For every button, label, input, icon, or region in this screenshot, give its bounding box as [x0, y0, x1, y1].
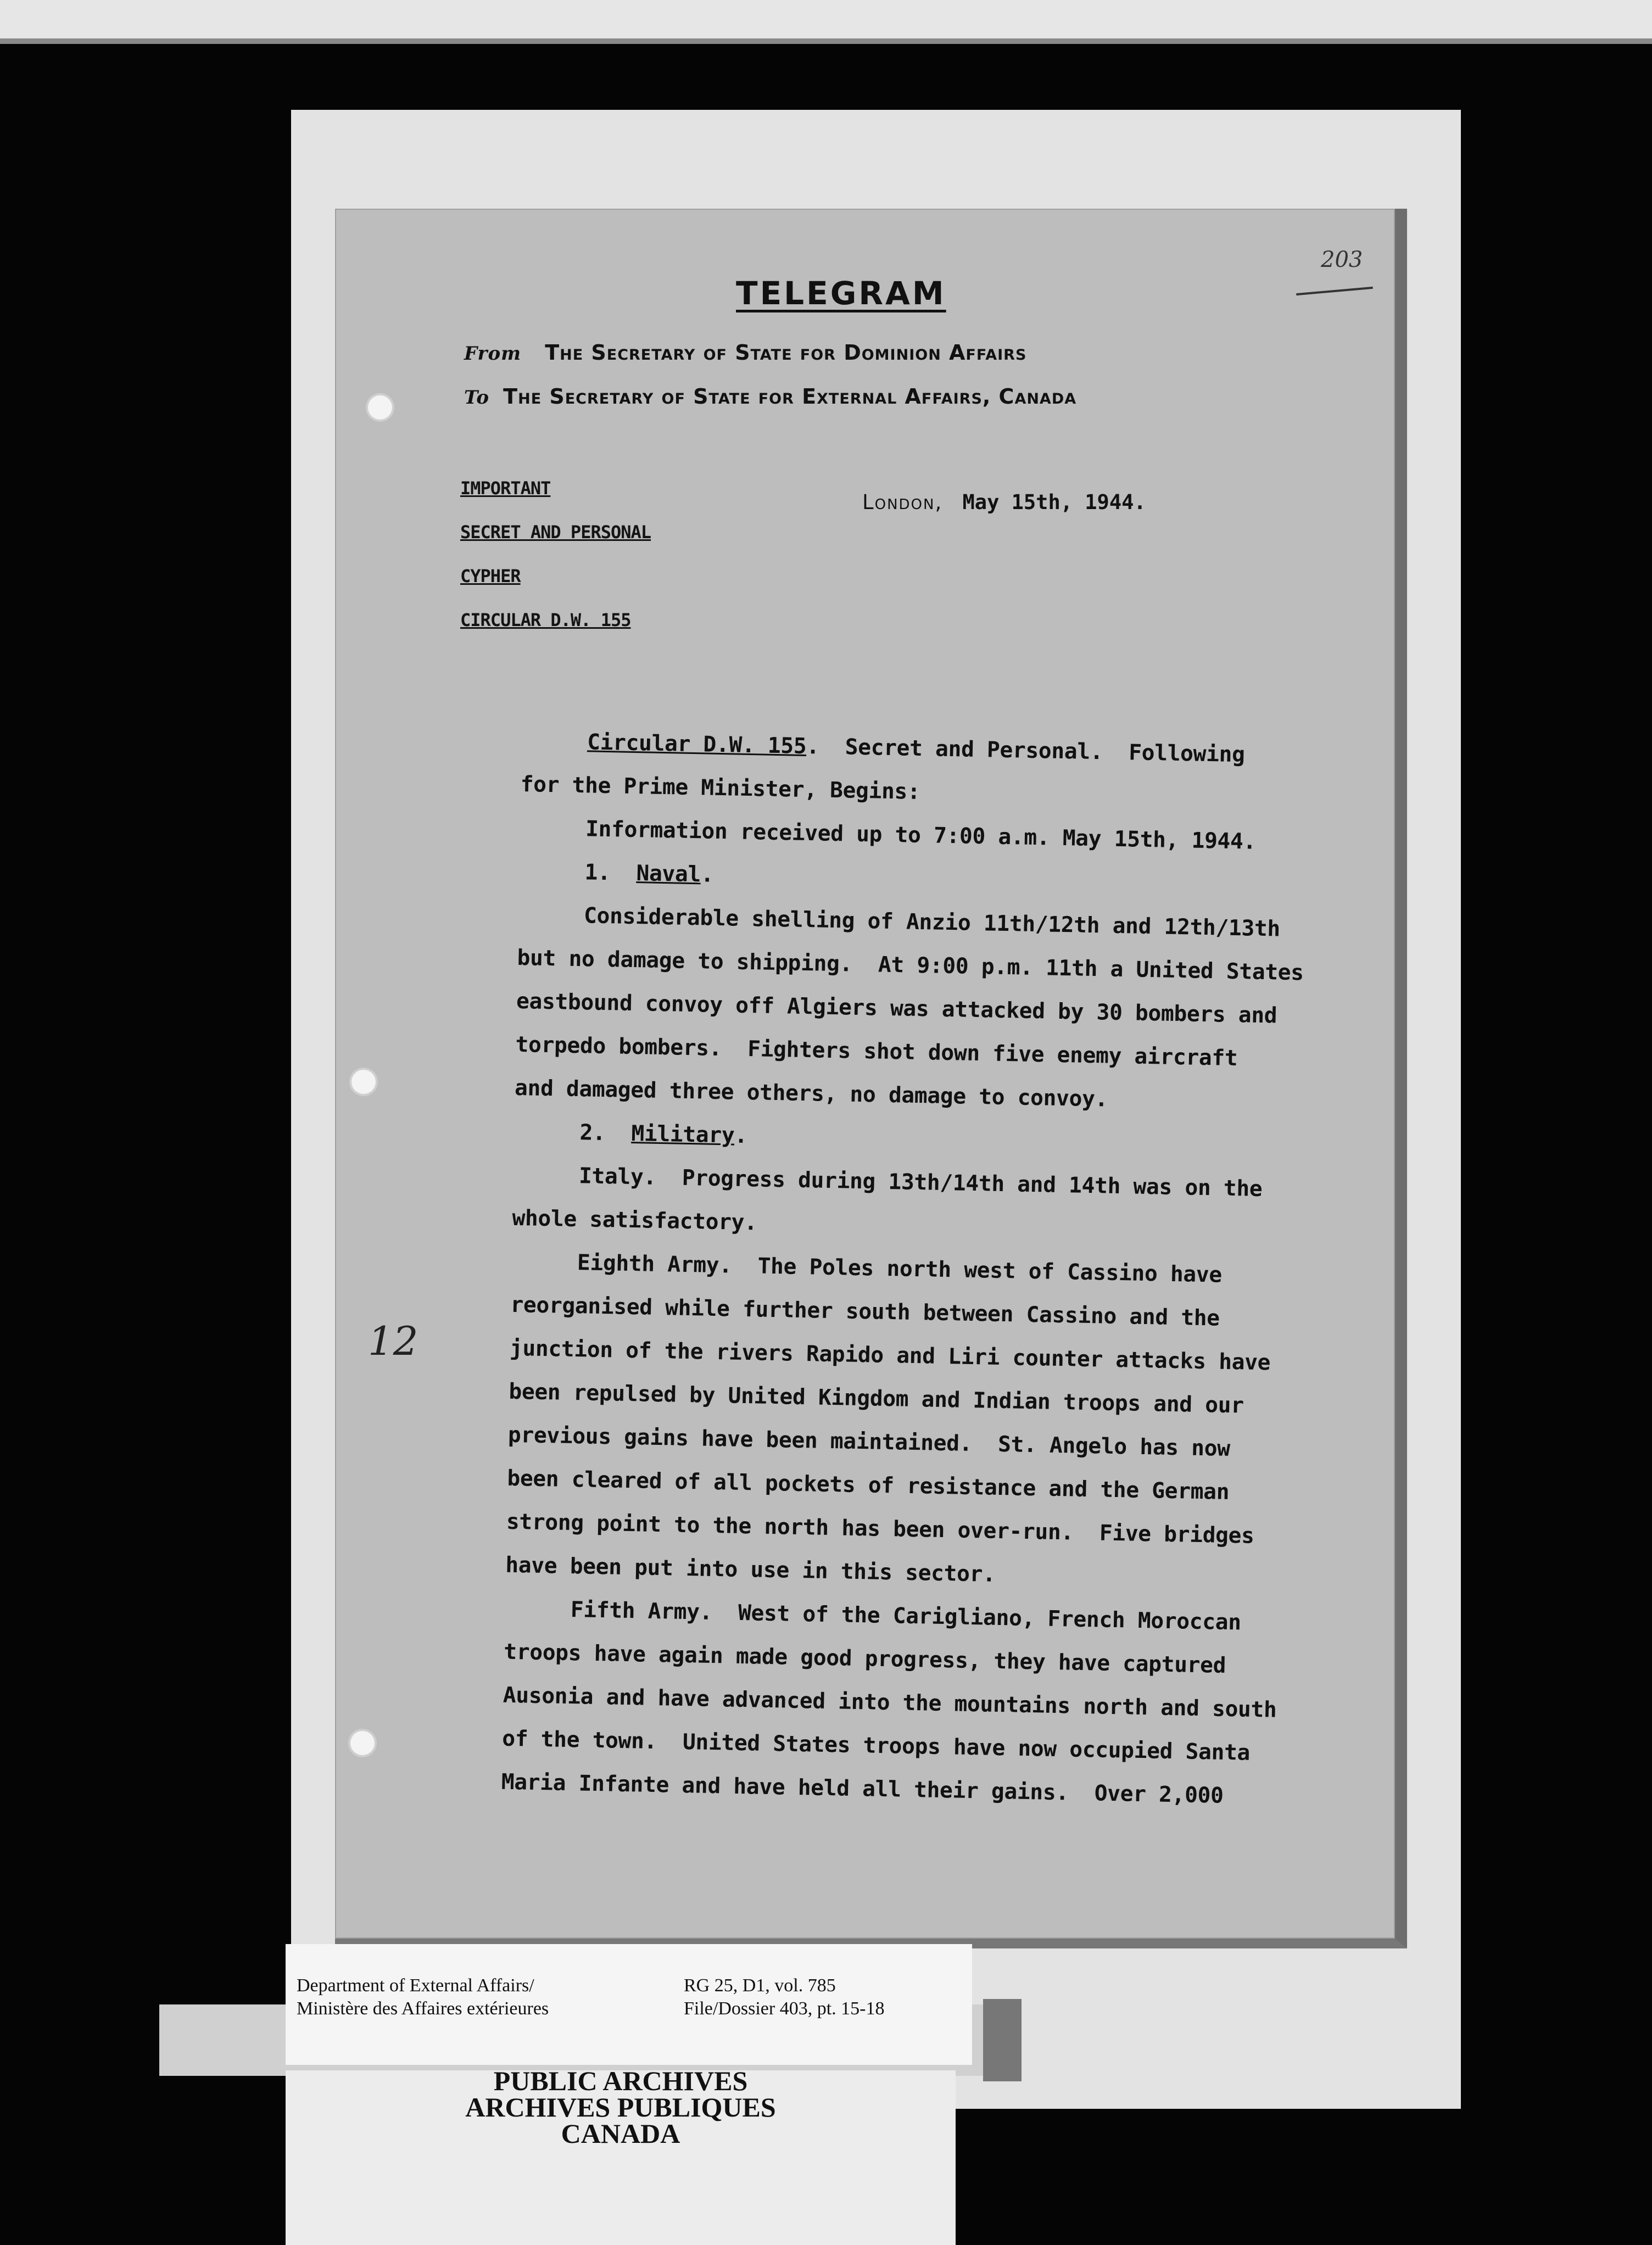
body-underlined-text: Military	[631, 1120, 735, 1148]
classification-secret: SECRET AND PERSONAL	[460, 522, 651, 543]
body-underlined-text: Circular D.W. 155	[587, 729, 807, 759]
body-text-run: .	[734, 1122, 748, 1149]
stamp-line-country: CANADA	[561, 2118, 680, 2149]
label-tab-edge	[983, 1999, 1022, 2081]
punch-hole	[351, 1070, 376, 1094]
classification-cypher: CYPHER	[460, 566, 521, 587]
date: May 15th, 1944.	[962, 490, 1146, 514]
department-english: Department of External Affairs/	[297, 1975, 534, 1996]
stamp-line-english: PUBLIC ARCHIVES	[493, 2065, 748, 2096]
archive-reference	[684, 1974, 884, 2020]
body-text-run: . Secret and Personal. Following	[806, 733, 1245, 768]
body-text-run: Fifth Army. West of the Carigliano, French Moroccan	[570, 1597, 1242, 1635]
body-text-run: and damaged three others, no damage to convoy.	[514, 1075, 1108, 1112]
from-line	[464, 340, 1026, 365]
body-text-run: Information received up to 7:00 a.m. May 15th, 1944.	[585, 816, 1257, 855]
body-text-run: of the town. United States troops have now occupied Santa	[501, 1725, 1251, 1766]
to-line	[464, 384, 1076, 409]
body-text-run: strong point to the north has been over-run. Five bridges	[506, 1509, 1255, 1549]
file-number: File/Dossier 403, pt. 15-18	[684, 1998, 885, 2019]
punch-hole	[350, 1731, 375, 1755]
body-text-run: junction of the rivers Rapido and Liri counter attacks have	[509, 1335, 1271, 1376]
top-border-shadow	[0, 38, 1652, 44]
to-label: To	[464, 387, 490, 409]
body-text-run: Eighth Army. The Poles north west of Cassino have	[577, 1250, 1223, 1288]
body-text-run: 2.	[579, 1120, 632, 1146]
body-text-run: whole satisfactory.	[512, 1205, 758, 1236]
body-text-run: 1.	[584, 859, 637, 886]
stamp-line-french: ARCHIVES PUBLIQUES	[465, 2092, 776, 2123]
archive-stamp	[286, 2065, 956, 2149]
body-text-run: Maria Infante and have held all their gains. Over 2,000	[501, 1769, 1224, 1808]
folio-number: 203	[1321, 247, 1363, 272]
body-text-run: Ausonia and have advanced into the mountains north and south	[503, 1682, 1277, 1723]
body-text-run: have been put into use in this sector.	[505, 1552, 996, 1587]
body-text-run: but no damage to shipping. At 9:00 p.m. 11th a United States	[517, 945, 1304, 986]
classification-important: IMPORTANT	[460, 478, 551, 499]
from-label: From	[464, 343, 522, 365]
body-text-run: been cleared of all pockets of resistance and the German	[507, 1465, 1230, 1505]
classification-circular: CIRCULAR D.W. 155	[460, 610, 631, 630]
archive-department	[297, 1974, 549, 2020]
body-underlined-text: Naval	[636, 861, 701, 887]
body-text-run: reorganised while further south between Cassino and the	[510, 1292, 1220, 1331]
body-text-run: troops have again made good progress, they have captured	[503, 1639, 1226, 1678]
from-text: The Secretary of State for Dominion Affairs	[545, 340, 1027, 365]
body-text-run: previous gains have been maintained. St. Angelo has now	[507, 1422, 1231, 1461]
body-text-run: Considerable shelling of Anzio 11th/12th and 12th/13th	[583, 903, 1281, 942]
body-text-run: been repulsed by United Kingdom and Indian troops and our	[509, 1378, 1244, 1419]
telegram-body	[501, 719, 1357, 1820]
telegram-title: TELEGRAM	[736, 275, 946, 312]
body-text-run: for the Prime Minister, Begins:	[520, 771, 920, 805]
to-text: The Secretary of State for External Affairs, Canada	[503, 384, 1077, 409]
top-border	[0, 0, 1652, 38]
body-text-run: .	[700, 862, 714, 887]
margin-annotation: 12	[368, 1318, 418, 1364]
body-text-run: Italy. Progress during 13th/14th and 14th was on the	[578, 1163, 1263, 1202]
department-french: Ministère des Affaires extérieures	[297, 1998, 549, 2019]
body-text-run: torpedo bombers. Fighters shot down five enemy aircraft	[515, 1031, 1238, 1071]
classification-list	[460, 478, 651, 654]
place: London,	[862, 490, 943, 514]
dateline	[862, 490, 1146, 514]
body-text-run: eastbound convoy off Algiers was attacked by 30 bombers and	[516, 988, 1277, 1029]
record-group: RG 25, D1, vol. 785	[684, 1975, 836, 1996]
punch-hole	[368, 395, 392, 420]
